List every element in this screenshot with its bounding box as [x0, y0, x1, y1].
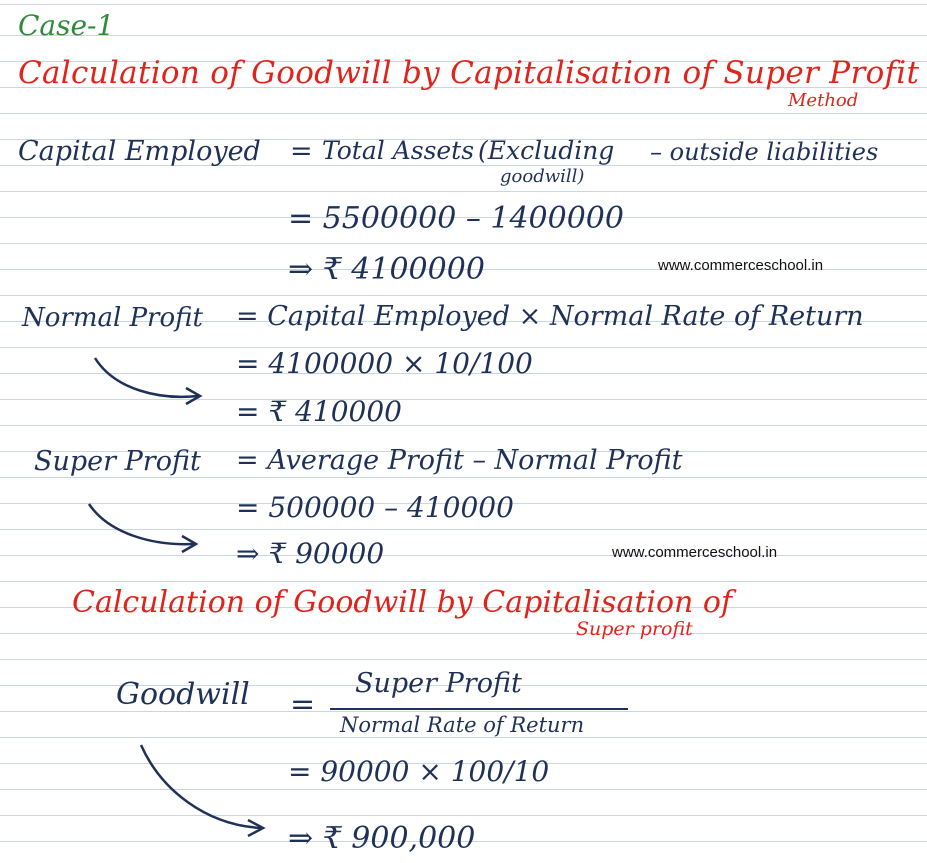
super-profit-step1: = 500000 – 410000 — [236, 491, 514, 524]
goodwill-numerator: Super Profit — [355, 668, 522, 699]
capital-employed-excluding: (Excluding — [478, 136, 615, 165]
capital-employed-label: Capital Employed — [18, 136, 261, 167]
normal-profit-label: Normal Profit — [22, 303, 203, 333]
fraction-line — [330, 708, 628, 710]
normal-profit-formula: = Capital Employed × Normal Rate of Return — [236, 301, 864, 332]
capital-employed-eq: = — [290, 136, 313, 167]
goodwill-denominator: Normal Rate of Return — [340, 713, 585, 737]
goodwill-eq: = — [290, 687, 316, 722]
watermark-website-2: www.commerceschool.in — [612, 544, 778, 561]
normal-profit-step1: = 4100000 × 10/100 — [236, 347, 533, 380]
section1-heading-method: Method — [788, 90, 859, 111]
capital-employed-goodwill-note: goodwill) — [500, 166, 585, 187]
super-profit-formula: = Average Profit – Normal Profit — [236, 445, 683, 476]
goodwill-label: Goodwill — [116, 677, 250, 712]
capital-employed-result: ⇒ ₹ 4100000 — [288, 252, 485, 287]
section2-heading-super-profit: Super profit — [576, 618, 693, 640]
watermark-website: www.commerceschool.in — [658, 257, 824, 274]
case-title: Case-1 — [18, 9, 115, 42]
goodwill-arrow-icon — [136, 740, 276, 840]
super-profit-arrow-icon — [84, 498, 204, 553]
normal-profit-arrow-icon — [90, 350, 210, 405]
goodwill-step1: = 90000 × 100/10 — [288, 755, 550, 788]
capital-employed-outside-liabilities: – outside liabilities — [650, 138, 879, 166]
section2-heading: Calculation of Goodwill by Capitalisation of — [72, 585, 733, 620]
section1-heading: Calculation of Goodwill by Capitalisation of Super Profit — [18, 55, 920, 91]
capital-employed-total-assets: Total Assets — [322, 136, 475, 165]
capital-employed-step1: = 5500000 – 1400000 — [288, 201, 624, 236]
normal-profit-result: = ₹ 410000 — [236, 395, 402, 428]
super-profit-result: ⇒ ₹ 90000 — [236, 537, 385, 570]
goodwill-result: ⇒ ₹ 900,000 — [288, 821, 476, 856]
super-profit-label: Super Profit — [34, 446, 201, 477]
